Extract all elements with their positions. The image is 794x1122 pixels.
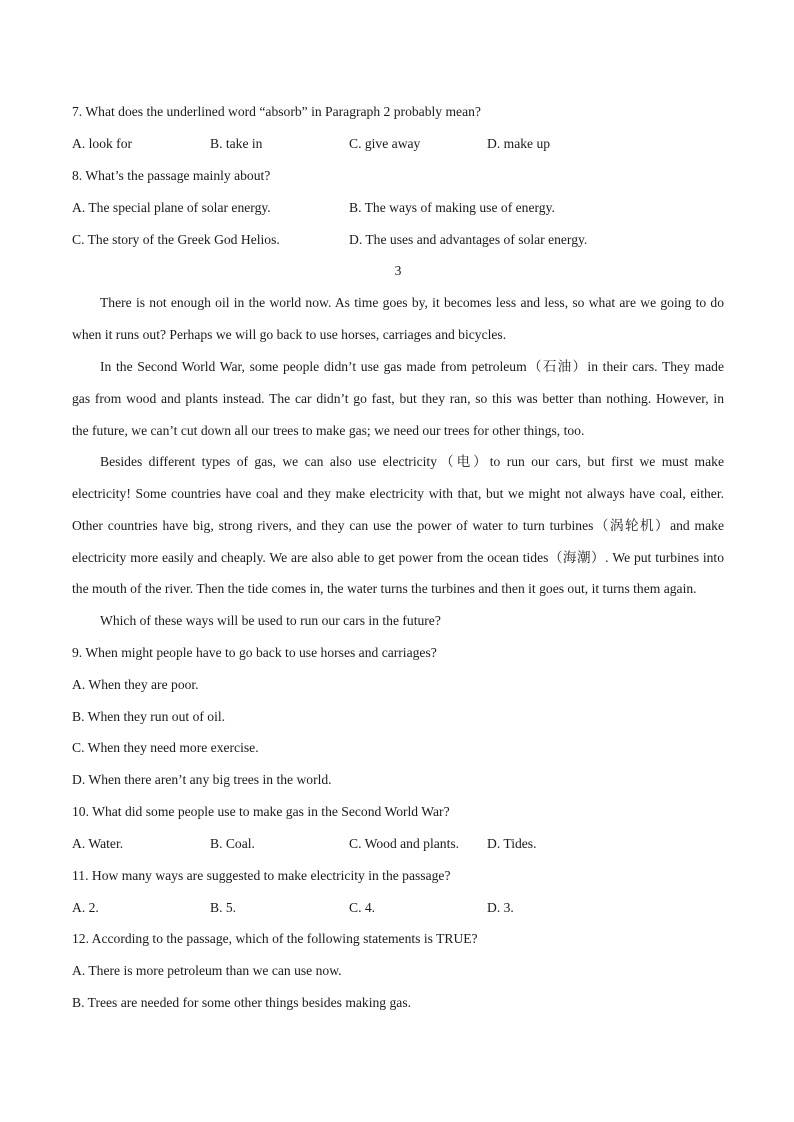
q9-option-d: D. When there aren’t any big trees in the world. (72, 772, 332, 787)
passage-p2-line-1: In the Second World War, some people didn’t use gas made from petroleum（石油）in their cars. They made (100, 359, 724, 374)
passage-p1-line-1: There is not enough oil in the world now. As time goes by, it becomes less and less, so what are we going to do (100, 295, 724, 310)
question-8: 8. What’s the passage mainly about? (72, 168, 271, 183)
q7-option-c: C. give away (349, 136, 421, 151)
question-9: 9. When might people have to go back to use horses and carriages? (72, 645, 437, 660)
question-7: 7. What does the underlined word “absorb” in Paragraph 2 probably mean? (72, 104, 481, 119)
q9-option-a: A. When they are poor. (72, 677, 199, 692)
passage-p3-line-5: the mouth of the river. Then the tide comes in, the water turns the turbines and then it goes out, it turns them again. (72, 581, 697, 596)
q8-option-b: B. The ways of making use of energy. (349, 200, 555, 215)
passage-p1-line-2: when it runs out? Perhaps we will go back to use horses, carriages and bicycles. (72, 327, 507, 342)
q9-option-c: C. When they need more exercise. (72, 740, 259, 755)
q7-option-d: D. make up (487, 136, 551, 151)
q11-option-b: B. 5. (210, 900, 237, 915)
question-11: 11. How many ways are suggested to make electricity in the passage? (72, 868, 451, 883)
passage-p3-line-2: electricity! Some countries have coal and they make electricity with that, but we might not always have coal, either. (72, 486, 724, 501)
question-10: 10. What did some people use to make gas in the Second World War? (72, 804, 450, 819)
q8-option-a: A. The special plane of solar energy. (72, 200, 271, 215)
q8-option-d: D. The uses and advantages of solar energy. (349, 232, 588, 247)
q11-option-c: C. 4. (349, 900, 376, 915)
passage-p2-line-2: gas from wood and plants instead. The car didn’t go fast, but they ran, so this was better than nothing. However, in (72, 391, 724, 406)
section-number: 3 (394, 263, 402, 278)
q9-option-b: B. When they run out of oil. (72, 709, 226, 724)
passage-p4: Which of these ways will be used to run our cars in the future? (100, 613, 441, 628)
q8-option-c: C. The story of the Greek God Helios. (72, 232, 280, 247)
q11-option-d: D. 3. (487, 900, 514, 915)
q10-option-b: B. Coal. (210, 836, 255, 851)
q11-option-a: A. 2. (72, 900, 99, 915)
passage-p3-line-4: electricity more easily and cheaply. We are also able to get power from the ocean tides（海潮）. We put turbines into (72, 550, 724, 565)
q12-option-b: B. Trees are needed for some other things besides making gas. (72, 995, 412, 1010)
passage-p3-line-1: Besides different types of gas, we can also use electricity（电）to run our cars, but first we must make (100, 454, 724, 469)
q10-option-d: D. Tides. (487, 836, 537, 851)
q7-option-a: A. look for (72, 136, 133, 151)
q10-option-c: C. Wood and plants. (349, 836, 460, 851)
q7-option-b: B. take in (210, 136, 263, 151)
question-12: 12. According to the passage, which of the following statements is TRUE? (72, 931, 478, 946)
passage-p3-line-3: Other countries have big, strong rivers, and they can use the power of water to turn turbines（涡轮机）and make (72, 518, 724, 533)
passage-p2-line-3: the future, we can’t cut down all our trees to make gas; we need our trees for other things, too. (72, 423, 585, 438)
q10-option-a: A. Water. (72, 836, 124, 851)
q12-option-a: A. There is more petroleum than we can use now. (72, 963, 342, 978)
